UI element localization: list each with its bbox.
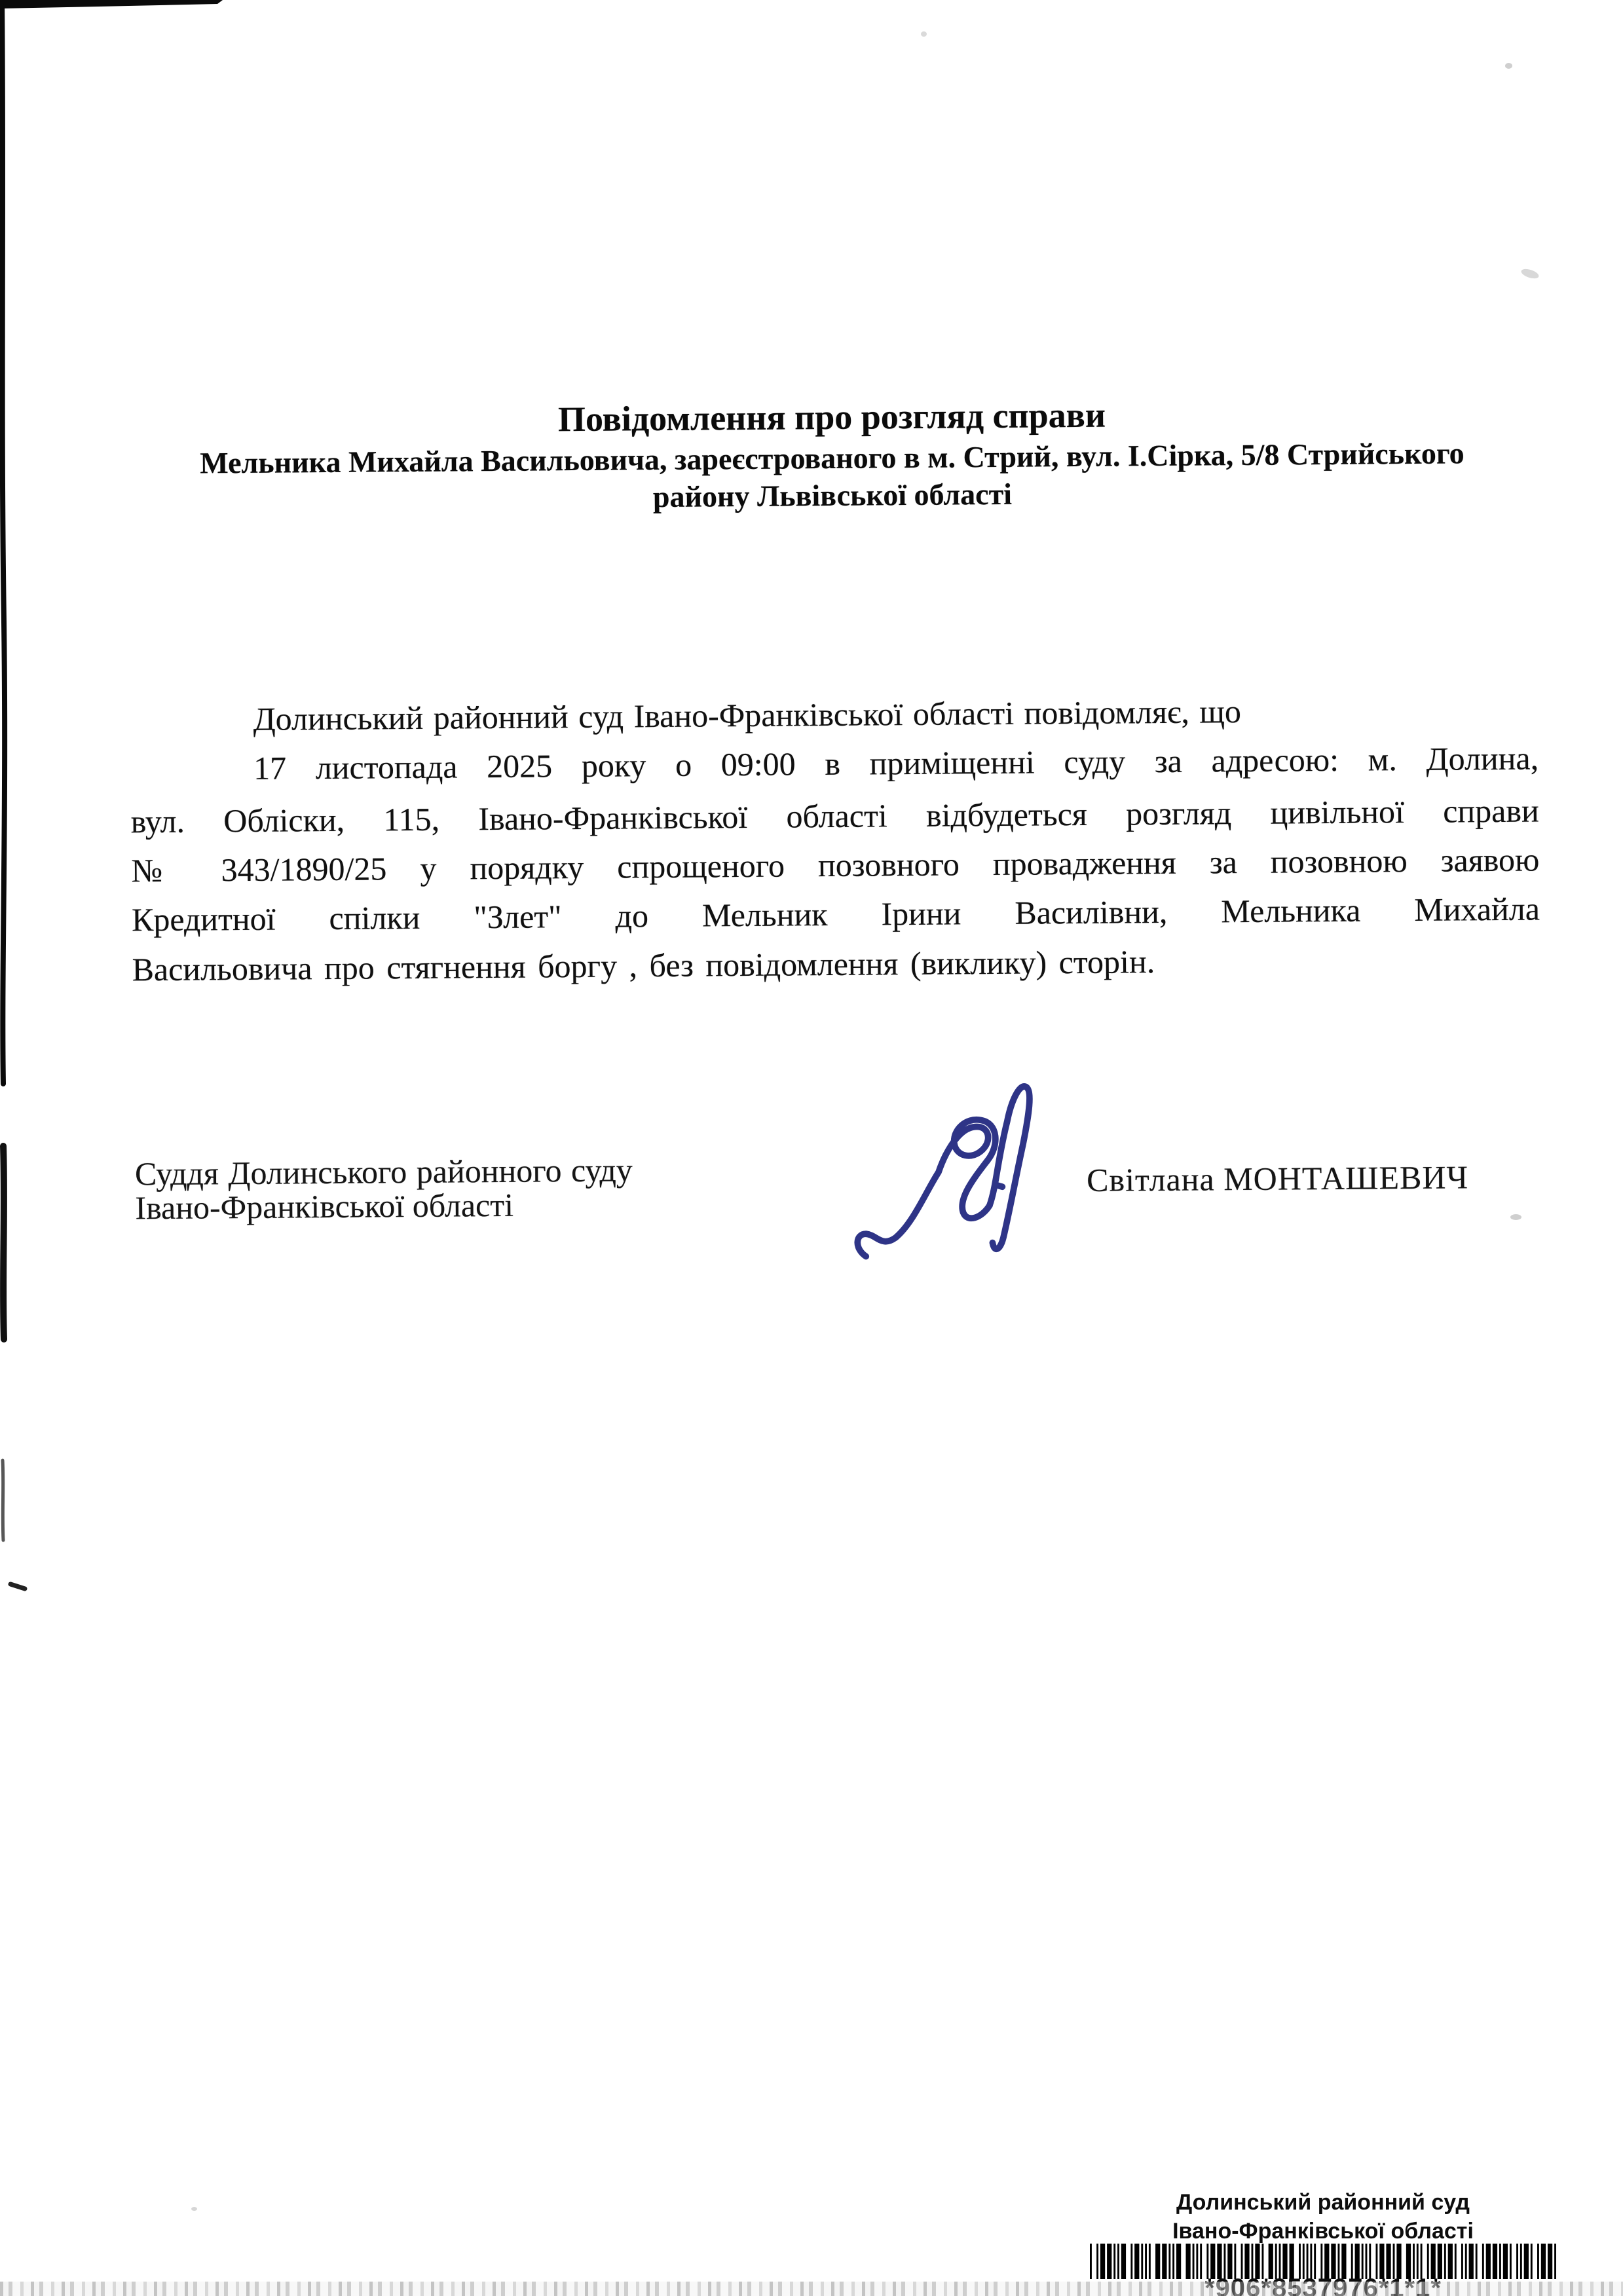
- body-line: 17 листопада 2025 року о 09:00 в приміщенні суду за адресою: м. Долина,: [253, 739, 1539, 787]
- body-line: Кредитної спілки "Злет" до Мельник Ірини Василівни, Мельника Михайла: [131, 890, 1540, 938]
- scan-speck: [921, 31, 927, 37]
- scan-artifact-left-edge: [3, 1146, 4, 1339]
- footer-court-name-line-2: Івано-Франківської області: [1172, 2219, 1474, 2244]
- body-line: Долинський районний суд Івано-Франківської області повідомляє, що: [253, 693, 1242, 737]
- footer-court-stamp: [1087, 2185, 1559, 2296]
- page-title: Повідомлення про розгляд справи: [557, 395, 1106, 439]
- signer-name: Світлана МОНТАШЕВИЧ: [1086, 1158, 1469, 1198]
- typed-content-block: [124, 0, 1543, 1380]
- footer-court-name-line-1: Долинський районний суд: [1176, 2190, 1470, 2215]
- body-line: вул. Обліски, 115, Івано-Франківської області відбудеться розгляд цивільної справи: [130, 792, 1539, 840]
- scan-speck-dash: [10, 1584, 25, 1589]
- signature-role-line-2: Івано-Франківської області: [135, 1186, 514, 1227]
- signature-ink-icon: [846, 1074, 1062, 1277]
- scan-artifact-left-edge: [2, 0, 5, 1084]
- scan-speck: [1505, 63, 1512, 69]
- handwritten-signature: [846, 1074, 1062, 1277]
- scan-speck: [1510, 1214, 1521, 1220]
- body-line: № 343/1890/25 у порядку спрощеного позовного провадження за позовною заявою: [131, 841, 1540, 889]
- scan-noise-bottom-edge: [0, 2282, 1623, 2296]
- scan-speck: [191, 2207, 197, 2211]
- subtitle-line-1: Мельника Михайла Васильовича, зареєстрованого в м. Стрий, вул. І.Сірка, 5/8 Стрийського: [200, 436, 1464, 480]
- body-line: Васильовича про стягнення боргу , без повідомлення (виклику) сторін.: [132, 943, 1155, 988]
- subtitle-line-2: району Львівської області: [652, 477, 1013, 514]
- signature-role-line-1: Суддя Долинського районного суду: [134, 1151, 633, 1193]
